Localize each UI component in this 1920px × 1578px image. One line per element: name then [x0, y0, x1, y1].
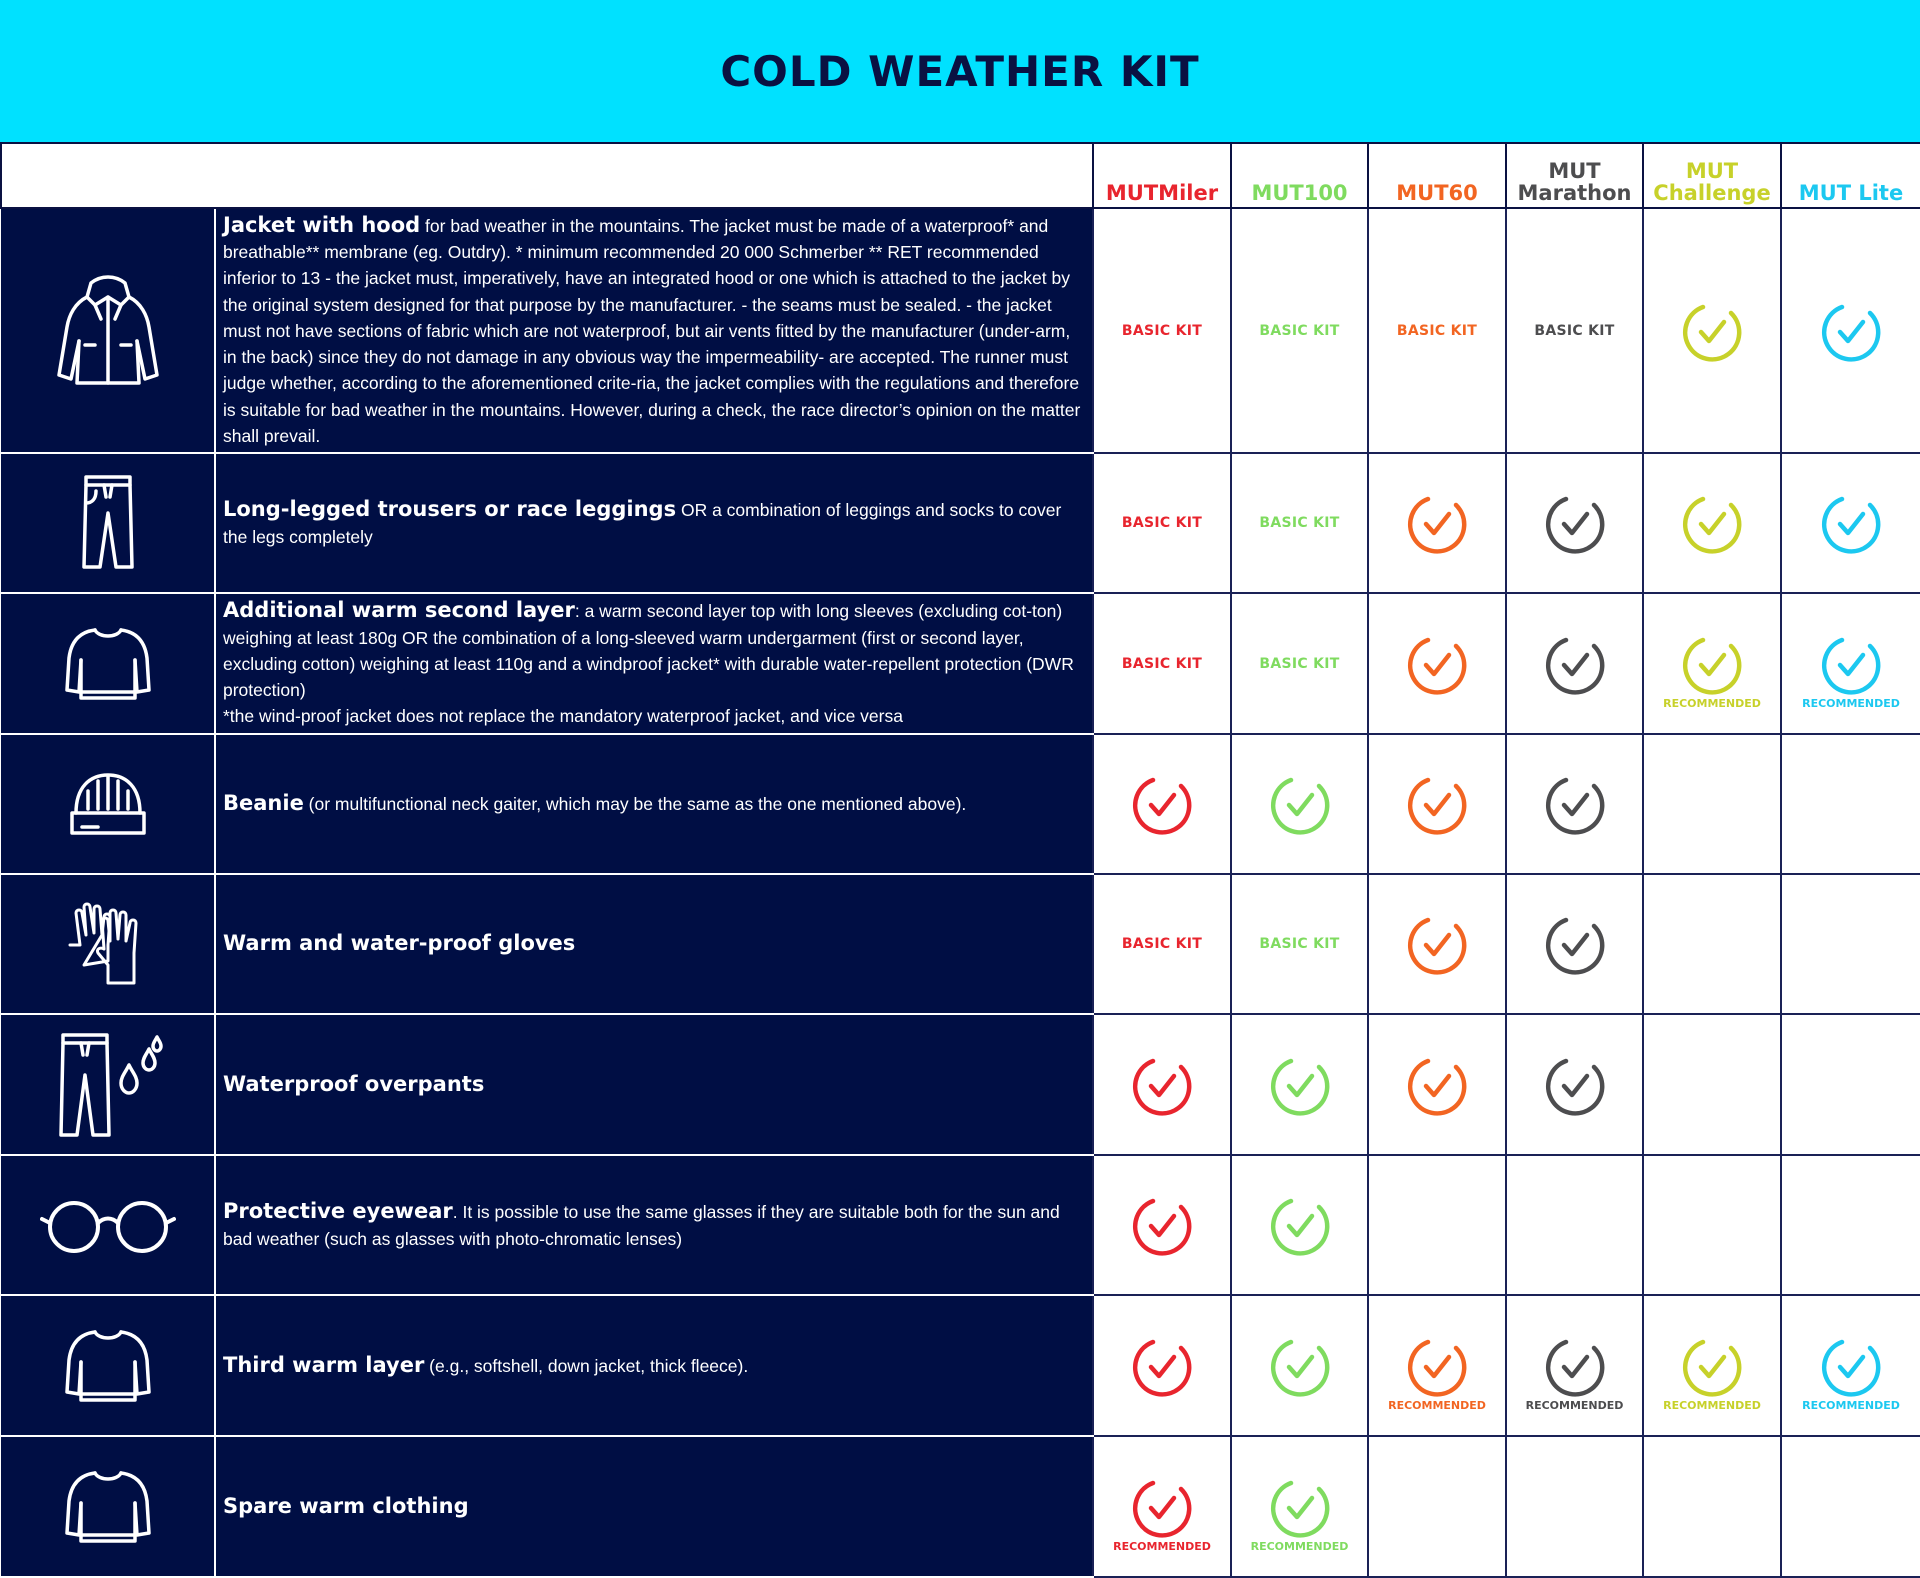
requirement-cell	[1231, 1014, 1368, 1155]
recommended-label: RECOMMENDED	[1802, 1399, 1900, 1412]
check-circle-icon	[1369, 492, 1505, 554]
icon-cell	[1, 734, 215, 874]
jacket-icon	[1, 275, 214, 387]
page-title: COLD WEATHER KIT	[720, 46, 1200, 96]
requirement-cell	[1093, 1155, 1231, 1295]
requirement-cell	[1368, 1155, 1506, 1295]
requirement-cell	[1781, 1436, 1920, 1577]
item-details: (or multifunctional neck gaiter, which may be the same as the one mentioned above).	[303, 794, 967, 815]
kit-row	[1, 1295, 1920, 1436]
requirement-cell	[1643, 1295, 1781, 1436]
requirement-cell	[1231, 1295, 1368, 1436]
kit-body	[1, 208, 1920, 1577]
item-name: Long-legged trousers or race leggings	[223, 497, 677, 522]
item-description	[215, 1014, 1093, 1155]
item-name: Protective eyewear	[223, 1199, 453, 1224]
kit-row	[1, 1155, 1920, 1295]
column-header-2: MUT60	[1368, 143, 1506, 208]
item-name: Warm and water-proof gloves	[223, 931, 576, 956]
check-circle-icon	[1232, 773, 1367, 835]
kit-row	[1, 593, 1920, 734]
check-circle-icon	[1369, 633, 1505, 695]
check-circle-icon	[1507, 913, 1642, 975]
item-description	[215, 593, 1093, 734]
icon-cell	[1, 1436, 215, 1577]
icon-cell	[1, 874, 215, 1014]
requirement-cell	[1781, 734, 1920, 874]
kit-row	[1, 208, 1920, 453]
requirement-cell	[1231, 453, 1368, 593]
trousers-icon	[1, 473, 214, 573]
basic-kit-label: BASIC KIT	[1396, 322, 1478, 339]
check-circle-icon	[1644, 492, 1780, 554]
requirement-cell	[1231, 208, 1368, 453]
requirement-cell	[1093, 874, 1231, 1014]
item-description	[215, 734, 1093, 874]
requirement-cell	[1506, 1155, 1643, 1295]
basic-kit-label: BASIC KIT	[1534, 322, 1615, 339]
item-name: Beanie	[223, 791, 304, 816]
recommended-label: RECOMMENDED	[1663, 1399, 1761, 1412]
check-circle-icon	[1094, 1194, 1230, 1256]
basic-kit-label: BASIC KIT	[1259, 515, 1340, 531]
item-name: Spare warm clothing	[223, 1493, 469, 1518]
check-circle-icon	[1094, 1335, 1230, 1397]
requirement-cell	[1506, 734, 1643, 874]
requirement-cell	[1506, 208, 1643, 453]
check-circle-icon	[1507, 773, 1642, 835]
icon-cell	[1, 1014, 215, 1155]
icon-cell	[1, 1295, 215, 1436]
basic-kit-label: BASIC KIT	[1259, 655, 1340, 672]
beanie-icon	[1, 769, 214, 839]
requirement-cell	[1506, 874, 1643, 1014]
requirement-cell	[1093, 593, 1231, 734]
title-banner	[0, 0, 1920, 142]
item-name: Waterproof overpants	[223, 1071, 485, 1096]
check-circle-icon	[1507, 1335, 1642, 1397]
check-circle-icon	[1644, 633, 1780, 695]
check-circle-icon	[1507, 633, 1642, 695]
kit-row	[1, 874, 1920, 1014]
sweater-icon	[1, 1326, 214, 1406]
check-circle-icon	[1507, 492, 1642, 554]
gloves-icon	[1, 901, 214, 987]
requirement-cell	[1368, 874, 1506, 1014]
requirement-cell	[1506, 1014, 1643, 1155]
requirement-cell	[1643, 208, 1781, 453]
column-header-3: MUT Marathon	[1506, 143, 1643, 208]
item-details: . It is possible to use the same glasses if they are suitable both for the sun and bad weather (such as glasses with photo-chromatic lenses)	[223, 1202, 1060, 1249]
requirement-cell	[1368, 1436, 1506, 1577]
column-header-0: MUTMiler	[1093, 143, 1231, 208]
requirement-cell	[1093, 734, 1231, 874]
icon-cell	[1, 1155, 215, 1295]
requirement-cell	[1781, 453, 1920, 593]
kit-row	[1, 1436, 1920, 1577]
check-circle-icon	[1232, 1476, 1367, 1538]
requirement-cell	[1781, 1155, 1920, 1295]
column-header-4: MUT Challenge	[1643, 143, 1781, 208]
recommended-label: RECOMMENDED	[1802, 697, 1900, 710]
item-details: (e.g., softshell, down jacket, thick fleece).	[424, 1355, 749, 1376]
check-circle-icon	[1369, 1054, 1505, 1116]
check-circle-icon	[1369, 1335, 1505, 1397]
check-circle-icon	[1644, 300, 1780, 362]
basic-kit-label: BASIC KIT	[1121, 936, 1203, 952]
item-name: Third warm layer	[223, 1352, 425, 1377]
check-circle-icon	[1782, 492, 1920, 554]
requirement-cell	[1231, 1155, 1368, 1295]
recommended-label: RECOMMENDED	[1113, 1540, 1211, 1553]
sweater-icon	[1, 624, 214, 704]
basic-kit-label: BASIC KIT	[1121, 515, 1203, 531]
item-name: Additional warm second layer	[223, 598, 575, 623]
requirement-cell	[1368, 734, 1506, 874]
requirement-cell	[1231, 874, 1368, 1014]
recommended-label: RECOMMENDED	[1663, 697, 1761, 710]
requirement-cell	[1368, 593, 1506, 734]
check-circle-icon	[1782, 633, 1920, 695]
header-row	[1, 143, 1920, 208]
requirement-cell	[1231, 593, 1368, 734]
check-circle-icon	[1369, 773, 1505, 835]
check-circle-icon	[1369, 913, 1505, 975]
icon-cell	[1, 208, 215, 453]
requirement-cell	[1781, 593, 1920, 734]
requirement-cell	[1781, 208, 1920, 453]
column-header-5: MUT Lite	[1781, 143, 1920, 208]
basic-kit-label: BASIC KIT	[1259, 322, 1340, 339]
requirement-cell	[1093, 208, 1231, 453]
icon-cell	[1, 453, 215, 593]
requirement-cell	[1643, 874, 1781, 1014]
requirement-cell	[1231, 1436, 1368, 1577]
requirement-cell	[1368, 208, 1506, 453]
eyewear-icon	[1, 1195, 214, 1255]
sweater-icon	[1, 1467, 214, 1547]
check-circle-icon	[1232, 1054, 1367, 1116]
check-circle-icon	[1232, 1335, 1367, 1397]
item-description	[215, 453, 1093, 593]
requirement-cell	[1781, 1295, 1920, 1436]
item-description	[215, 1295, 1093, 1436]
check-circle-icon	[1782, 1335, 1920, 1397]
check-circle-icon	[1644, 1335, 1780, 1397]
check-circle-icon	[1094, 1054, 1230, 1116]
kit-table	[0, 142, 1920, 1578]
check-circle-icon	[1094, 1476, 1230, 1538]
requirement-cell	[1093, 1014, 1231, 1155]
check-circle-icon	[1782, 300, 1920, 362]
basic-kit-label: BASIC KIT	[1121, 322, 1203, 339]
requirement-cell	[1506, 1295, 1643, 1436]
kit-row	[1, 734, 1920, 874]
header-blank	[1, 143, 1093, 208]
item-details: : a warm second layer top with long sleeves (excluding cot-ton) weighing at least 180g OR the combination of a long-sleeved warm undergarment (first or second layer, excluding cotton) weighing at least 110g and a windproof jacket* with durable water-repellent protection (DWR protection) *the wind-proof jacket does not replace the mandatory waterproof jacket, and vice versa	[223, 601, 1074, 727]
item-description	[215, 208, 1093, 453]
requirement-cell	[1231, 734, 1368, 874]
basic-kit-label: BASIC KIT	[1121, 655, 1203, 672]
requirement-cell	[1093, 1436, 1231, 1577]
item-description	[215, 1155, 1093, 1295]
item-details: for bad weather in the mountains. The jacket must be made of a waterproof* and breathable** membrane (eg. Outdry). * minimum recommended 20 000 Schmerber ** RET recommended inferior to 13 - the jacket must, imperatively, have an integrated hood or one which is attached to the jacket by the original system designed for that purpose by the manufacturer. - the seams must be sealed. - the jacket must not have sections of fabric which are not waterproof, but air vents fitted by the manufacturer (under-arm, in the back) since they do not damage in any obvious way the impermeability- are accepted. The runner must judge whether, according to the aforementioned crite-ria, the jacket complies with the regulations and therefore is suitable for bad weather in the mountains. However, during a check, the race director’s opinion on the matter shall prevail.	[223, 215, 1081, 447]
requirement-cell	[1506, 453, 1643, 593]
requirement-cell	[1781, 874, 1920, 1014]
kit-row	[1, 453, 1920, 593]
requirement-cell	[1506, 593, 1643, 734]
kit-row	[1, 1014, 1920, 1155]
check-circle-icon	[1094, 773, 1230, 835]
requirement-cell	[1368, 1295, 1506, 1436]
recommended-label: RECOMMENDED	[1388, 1399, 1486, 1412]
requirement-cell	[1643, 1155, 1781, 1295]
requirement-cell	[1093, 1295, 1231, 1436]
icon-cell	[1, 593, 215, 734]
requirement-cell	[1093, 453, 1231, 593]
check-circle-icon	[1507, 1054, 1642, 1116]
item-name: Jacket with hood	[223, 212, 421, 237]
column-header-1: MUT100	[1231, 143, 1368, 208]
requirement-cell	[1643, 1436, 1781, 1577]
requirement-cell	[1643, 453, 1781, 593]
basic-kit-label: BASIC KIT	[1259, 936, 1340, 952]
overpants-icon	[1, 1029, 214, 1141]
item-description	[215, 1436, 1093, 1577]
requirement-cell	[1643, 593, 1781, 734]
recommended-label: RECOMMENDED	[1525, 1399, 1624, 1412]
check-circle-icon	[1232, 1194, 1367, 1256]
recommended-label: RECOMMENDED	[1250, 1540, 1349, 1553]
requirement-cell	[1506, 1436, 1643, 1577]
requirement-cell	[1368, 453, 1506, 593]
item-details: OR a combination of leggings and socks to cover the legs completely	[223, 500, 1062, 547]
requirement-cell	[1643, 1014, 1781, 1155]
requirement-cell	[1643, 734, 1781, 874]
requirement-cell	[1368, 1014, 1506, 1155]
requirement-cell	[1781, 1014, 1920, 1155]
item-description	[215, 874, 1093, 1014]
